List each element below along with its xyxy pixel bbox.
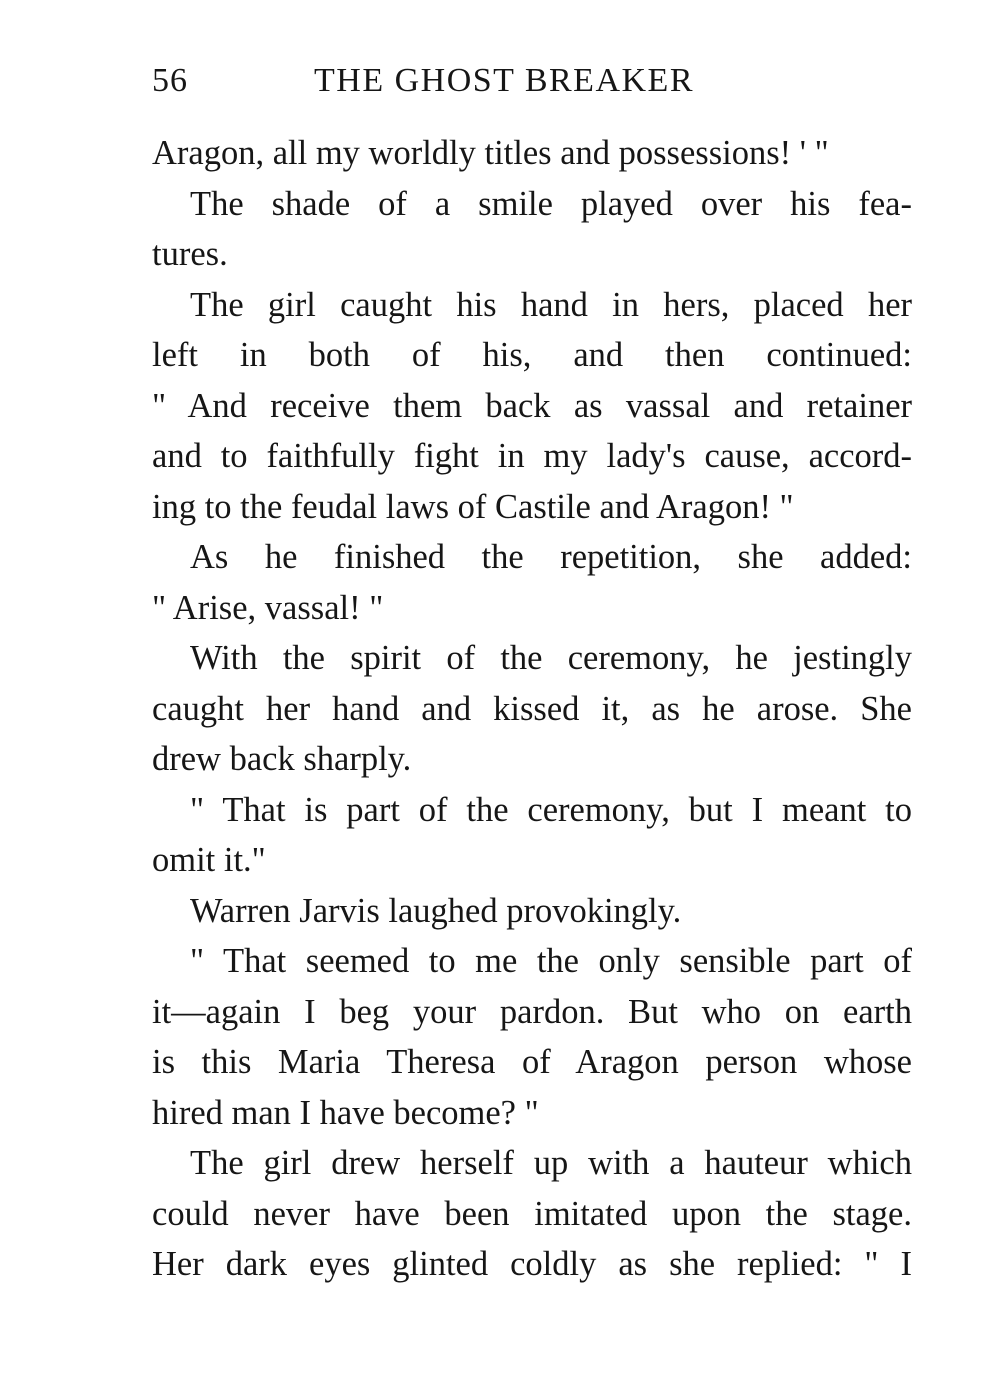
text-line: it—again I beg your pardon. But who on earth xyxy=(152,992,912,1031)
text-line: ing to the feudal laws of Castile and Aragon! " xyxy=(152,487,794,526)
text-line: Warren Jarvis laughed provokingly. xyxy=(190,891,682,930)
text-line: The girl caught his hand in hers, placed her xyxy=(190,285,912,324)
text-line: " That seemed to me the only sensible part of xyxy=(190,942,912,980)
text-line: is this Maria Theresa of Aragon person whose xyxy=(152,1043,912,1081)
text-line: and to faithfully fight in my lady's cause, accord- xyxy=(152,437,912,475)
running-title: THE GHOST BREAKER xyxy=(314,62,694,99)
text-line: caught her hand and kissed it, as he arose. She xyxy=(152,689,912,728)
text-line: drew back sharply. xyxy=(152,740,412,778)
text-line: left in both of his, and then continued: xyxy=(152,336,912,374)
text-line: The shade of a smile played over his fea- xyxy=(190,184,912,223)
text-line: " That is part of the ceremony, but I meant to xyxy=(190,790,912,829)
text-line: Her dark eyes glinted coldly as she replied: " I xyxy=(152,1245,912,1283)
page-body xyxy=(152,128,912,1290)
text-line: could never have been imitated upon the stage. xyxy=(152,1194,912,1233)
text-line: The girl drew herself up with a hauteur which xyxy=(190,1144,912,1182)
text-line: " Arise, vassal! " xyxy=(152,588,384,627)
text-line: As he finished the repetition, she added: xyxy=(190,538,912,576)
text-line: hired man I have become? " xyxy=(152,1093,539,1132)
text-line: omit it." xyxy=(152,841,266,879)
text-line: Aragon, all my worldly titles and possessions! ' " xyxy=(152,134,829,172)
text-line: " And receive them back as vassal and retainer xyxy=(152,386,912,425)
text-line: tures. xyxy=(152,235,228,273)
text-line: With the spirit of the ceremony, he jestingly xyxy=(190,639,912,677)
page-header xyxy=(152,62,912,112)
page-number: 56 xyxy=(152,62,188,99)
